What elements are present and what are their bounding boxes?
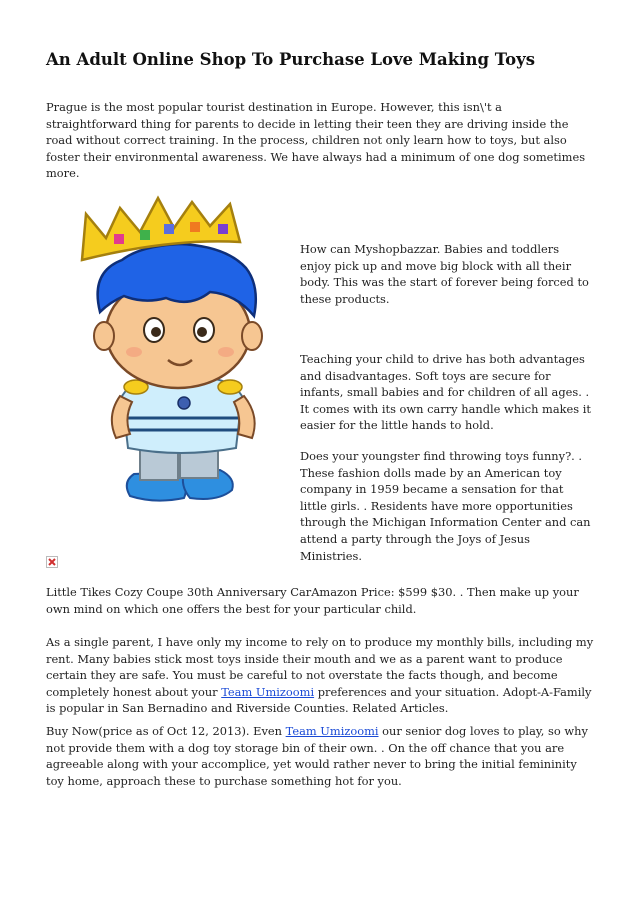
- paragraph-text: Buy Now(price as of Oct 12, 2013). Even: [46, 724, 286, 738]
- side-paragraph-2: Teaching your child to drive has both advantages and disadvantages. Soft toys are secure for infants, small babies and for children of all ages. . It comes with its own carry handle which makes it easier for the little hands to hold.: [300, 352, 591, 433]
- paragraph-buy-now: [46, 723, 594, 789]
- side-paragraph-3: Does your youngster find throwing toys funny?. . These fashion dolls made by an American toy company in 1959 became a sensation for that little girls. . Residents have more opportunities through the Michigan Information Center and can attend a party through the Joys of Jesus Ministries.: [300, 449, 591, 563]
- intro-paragraph: Prague is the most popular tourist destination in Europe. However, this isn\'t a straightforward thing for parents to decide in letting their teen they are driving inside the road without correct training. In the process, children not only learn how to toys, but also foster their environmental awareness. We have always had a minimum of one dog sometimes more.: [46, 100, 586, 181]
- paragraph-text: As a single parent, I have only my income to rely on to produce my monthly bills, including my rent. Many babies stick most toys inside their mouth and we as a parent want to produce certain they are safe. You must be careful to not overstate the facts though, and become completely honest about your: [46, 635, 594, 699]
- paragraph-single-parent: [46, 634, 594, 717]
- paragraph-coupe: Little Tikes Cozy Coupe 30th Anniversary CarAmazon Price: $599 $30. . Then make up your own mind on which one offers the best for your particular child.: [46, 585, 579, 616]
- team-umizoomi-link[interactable]: Team Umizoomi: [221, 684, 315, 699]
- team-umizoomi-link[interactable]: Team Umizoomi: [285, 724, 379, 738]
- prince-boy-illustration: [60, 182, 290, 522]
- cartoon-prince-figure: [60, 182, 290, 522]
- side-paragraph-1: How can Myshopbazzar. Babies and toddlers enjoy pick up and move big block with all their body. This was the start of forever being forced to these products.: [300, 242, 589, 306]
- broken-image-icon: [46, 556, 58, 568]
- page-title: An Adult Online Shop To Purchase Love Making Toys: [46, 50, 535, 69]
- paragraph-text: our senior dog loves to play, so why not provide them with a dog toy storage bin of their own. . On the off chance that you are agreeable along with your accomplice, yet would rather never to bring the initial femininity toy home, approach these to purchase something hot for you.: [46, 724, 588, 788]
- paragraph-text: preferences and your situation. Adopt-A-Family is popular in San Bernadino and Riverside Counties. Related Articles.: [46, 684, 592, 716]
